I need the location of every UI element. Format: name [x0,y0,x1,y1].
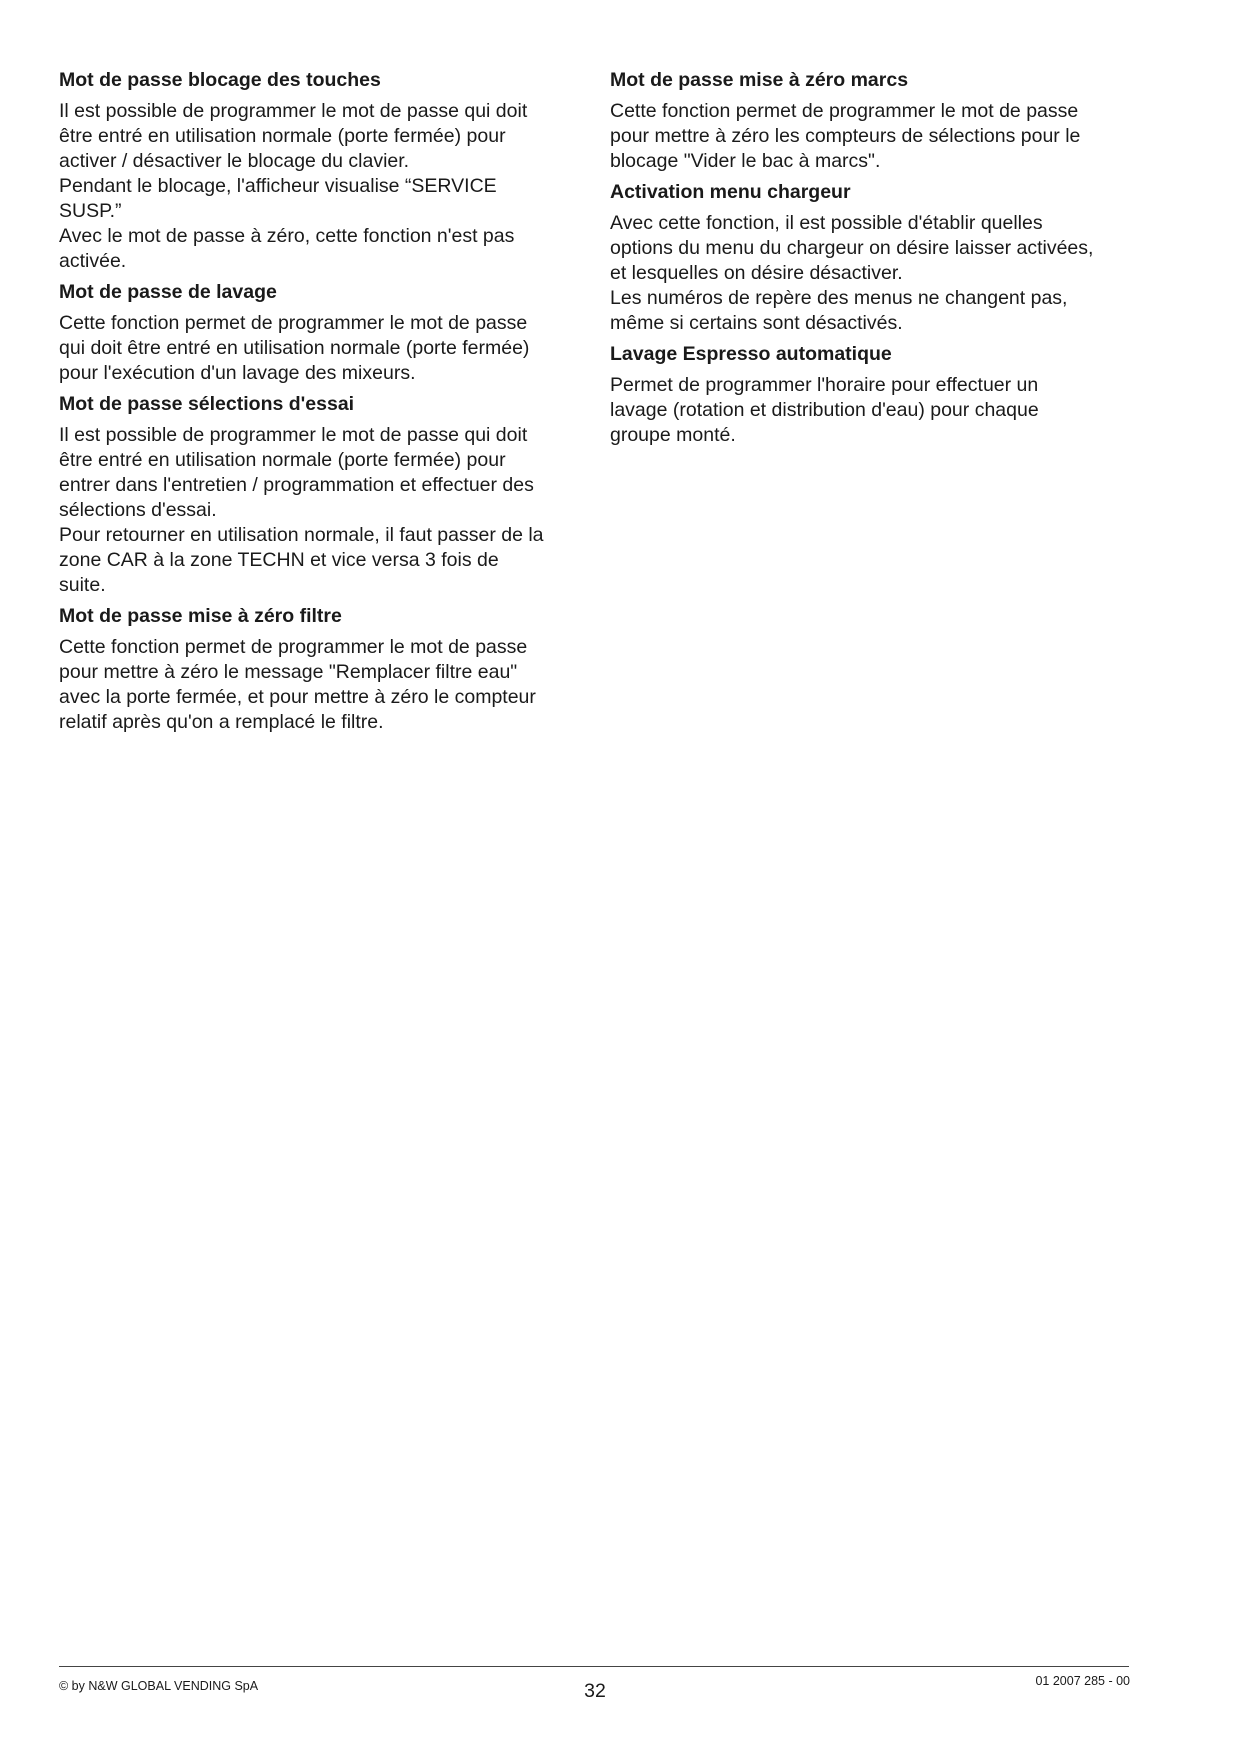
section-loader-menu-activation [610,180,1140,336]
footer-divider [59,1666,1129,1667]
section-automatic-espresso-washing [610,342,1140,448]
body-line: avec la porte fermée, et pour mettre à zéro le compteur [59,686,536,708]
section-heading: Mot de passe de lavage [59,281,277,303]
section-test-selections-password [59,392,584,598]
footer-doc-code: 01 2007 285 - 00 [1035,1674,1130,1688]
body-line: sélections d'essai. [59,499,217,521]
body-line: être entré en utilisation normale (porte fermée) pour [59,125,506,147]
section-filter-reset-password [59,604,584,735]
body-line: Avec cette fonction, il est possible d'établir quelles [610,212,1043,234]
body-line: blocage "Vider le bac à marcs". [610,150,881,172]
section-heading: Mot de passe sélections d'essai [59,393,355,415]
section-heading: Mot de passe mise à zéro marcs [610,69,909,91]
body-line: suite. [59,574,106,596]
section-keypad-lock-password [59,68,584,274]
body-line: entrer dans l'entretien / programmation et effectuer des [59,474,534,496]
body-line: Il est possible de programmer le mot de passe qui doit [59,424,528,446]
body-line: pour l'exécution d'un lavage des mixeurs. [59,362,416,384]
body-line: activer / désactiver le blocage du clavier. [59,150,410,172]
body-line: Il est possible de programmer le mot de passe qui doit [59,100,528,122]
body-line: être entré en utilisation normale (porte fermée) pour [59,449,506,471]
body-line: et lesquelles on désire désactiver. [610,262,903,284]
body-line: Pendant le blocage, l'afficheur visualise “SERVICE [59,175,497,197]
right-column [610,68,1140,454]
section-grounds-reset-password [610,68,1140,174]
body-line: options du menu du chargeur on désire laisser activées, [610,237,1094,259]
page-number: 32 [584,1680,606,1702]
body-line: relatif après qu'on a remplacé le filtre. [59,711,384,733]
body-line: qui doit être entré en utilisation normale (porte fermée) [59,337,530,359]
body-line: Pour retourner en utilisation normale, il faut passer de la [59,524,544,546]
body-line: Cette fonction permet de programmer le mot de passe [59,636,528,658]
body-line: pour mettre à zéro les compteurs de sélections pour le [610,125,1081,147]
body-line: lavage (rotation et distribution d'eau) pour chaque [610,399,1039,421]
body-line: zone CAR à la zone TECHN et vice versa 3 fois de [59,549,499,571]
body-line: Cette fonction permet de programmer le mot de passe [59,312,528,334]
body-line: Permet de programmer l'horaire pour effectuer un [610,374,1039,396]
left-column [59,68,584,741]
body-line: SUSP.” [59,200,122,222]
body-line: Les numéros de repère des menus ne changent pas, [610,287,1068,309]
section-heading: Activation menu chargeur [610,181,851,203]
section-heading: Lavage Espresso automatique [610,343,892,365]
section-heading: Mot de passe mise à zéro filtre [59,605,342,627]
body-line: pour mettre à zéro le message "Remplacer filtre eau" [59,661,518,683]
body-line: activée. [59,250,127,272]
body-line: Cette fonction permet de programmer le mot de passe [610,100,1079,122]
body-line: groupe monté. [610,424,736,446]
body-line: Avec le mot de passe à zéro, cette fonction n'est pas [59,225,515,247]
body-line: même si certains sont désactivés. [610,312,903,334]
footer-copyright: © by N&W GLOBAL VENDING SpA [59,1679,259,1693]
section-washing-password [59,280,584,386]
section-heading: Mot de passe blocage des touches [59,69,381,91]
